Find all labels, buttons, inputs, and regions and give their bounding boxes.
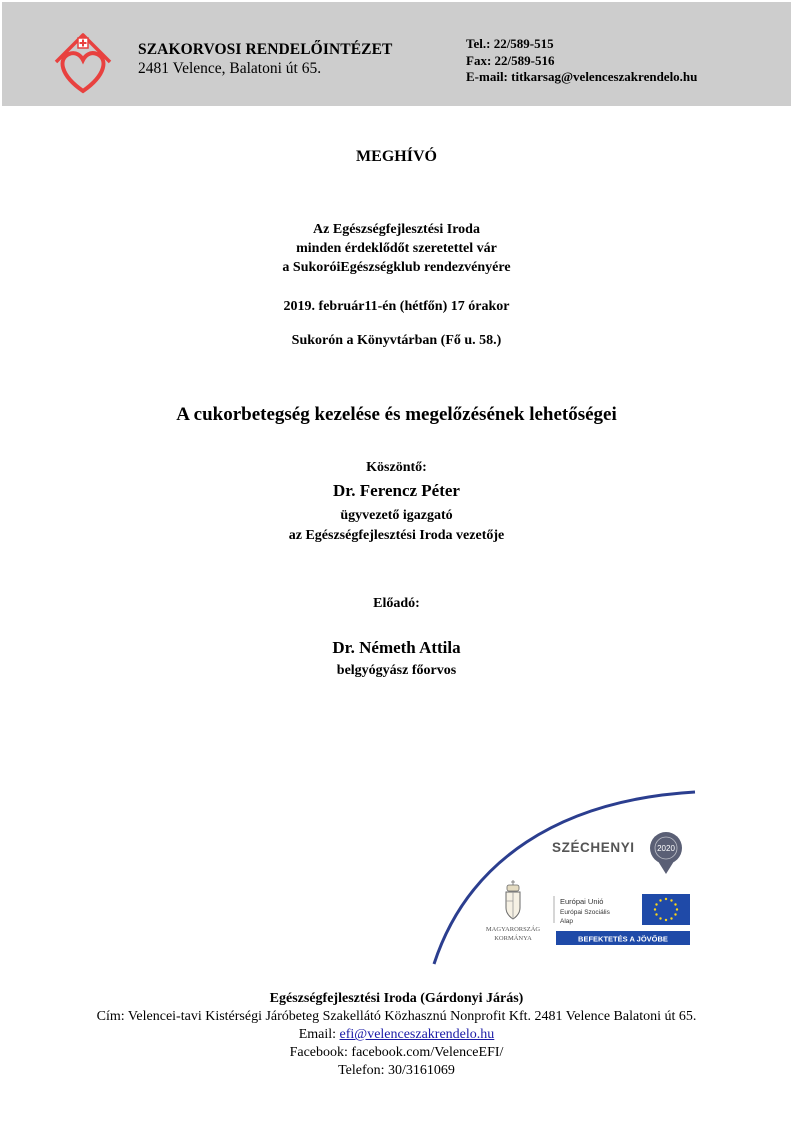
- footer-email-line: [0, 1026, 793, 1044]
- eu-line-1: Európai Unió: [560, 897, 604, 906]
- intro-line: a SukoróiEgészségklub rendezvényére: [282, 260, 511, 275]
- greeting-label: Köszöntő:: [366, 460, 427, 475]
- event-date: 2019. február11-én (hétfőn) 17 órakor: [283, 299, 510, 314]
- intro-line: minden érdeklődőt szeretettel vár: [296, 241, 497, 256]
- greeter-role-line: az Egészségfejlesztési Iroda vezetője: [288, 528, 505, 543]
- szechenyi-2020-funding-badge: [420, 786, 700, 966]
- footer-facebook: Facebook: facebook.com/VelenceEFI/: [289, 1045, 504, 1060]
- badge-2020-text: 2020: [657, 844, 675, 853]
- event-topic: A cukorbetegség kezelése és megelőzésének lehetőségei: [176, 404, 617, 425]
- slogan-text: BEFEKTETÉS A JÖVŐBE: [578, 934, 668, 944]
- gov-line-1: MAGYARORSZÁG: [485, 926, 541, 933]
- szechenyi-text: SZÉCHENYI: [552, 840, 635, 855]
- letterhead: [2, 2, 791, 106]
- greeter-name: Dr. Ferencz Péter: [333, 481, 460, 500]
- speaker-label: Előadó:: [373, 596, 420, 611]
- footer: [0, 990, 793, 1080]
- institute-address: 2481 Velence, Balatoni út 65.: [138, 60, 322, 77]
- event-place: Sukorón a Könyvtárban (Fő u. 58.): [291, 333, 502, 348]
- contact-tel: Tel.: 22/589-515: [466, 36, 554, 51]
- contact-email: E-mail: titkarsag@velenceszakrendelo.hu: [466, 69, 698, 84]
- speaker-role: belgyógyász főorvos: [336, 663, 457, 678]
- greeter-role-line: ügyvezető igazgató: [340, 508, 453, 523]
- contact-fax: Fax: 22/589-516: [466, 52, 555, 68]
- footer-email-label: Email:: [298, 1027, 340, 1042]
- heart-house-logo-icon: [52, 29, 114, 99]
- contact-info: [466, 36, 697, 86]
- footer-org: Egészségfejlesztési Iroda (Gárdonyi Járás): [269, 991, 524, 1006]
- map-pin-2020-icon: [650, 832, 682, 874]
- invitation-intro: [0, 220, 793, 277]
- gov-line-2: KORMÁNYA: [494, 935, 532, 942]
- footer-phone: Telefon: 30/3161069: [338, 1063, 455, 1078]
- institute-name: SZAKORVOSI RENDELŐINTÉZET: [138, 41, 393, 58]
- institute-info: [138, 40, 392, 78]
- footer-address: Cím: Velencei-tavi Kistérségi Járóbeteg Szakellátó Közhasznú Nonprofit Kft. 2481 Velence Balatoni út 65.: [96, 1009, 697, 1024]
- footer-email-link[interactable]: efi@velenceszakrendelo.hu: [339, 1027, 495, 1042]
- eu-line-3: Alap: [560, 918, 574, 925]
- hungarian-coat-of-arms-icon: [506, 880, 520, 919]
- eu-line-2: Európai Szociális: [560, 909, 610, 916]
- speaker-name: Dr. Németh Attila: [332, 638, 461, 657]
- intro-line: Az Egészségfejlesztési Iroda: [313, 222, 480, 237]
- eu-flag-icon: [642, 894, 690, 925]
- invitation-title: MEGHÍVÓ: [356, 148, 437, 165]
- greeter-role: [0, 506, 793, 546]
